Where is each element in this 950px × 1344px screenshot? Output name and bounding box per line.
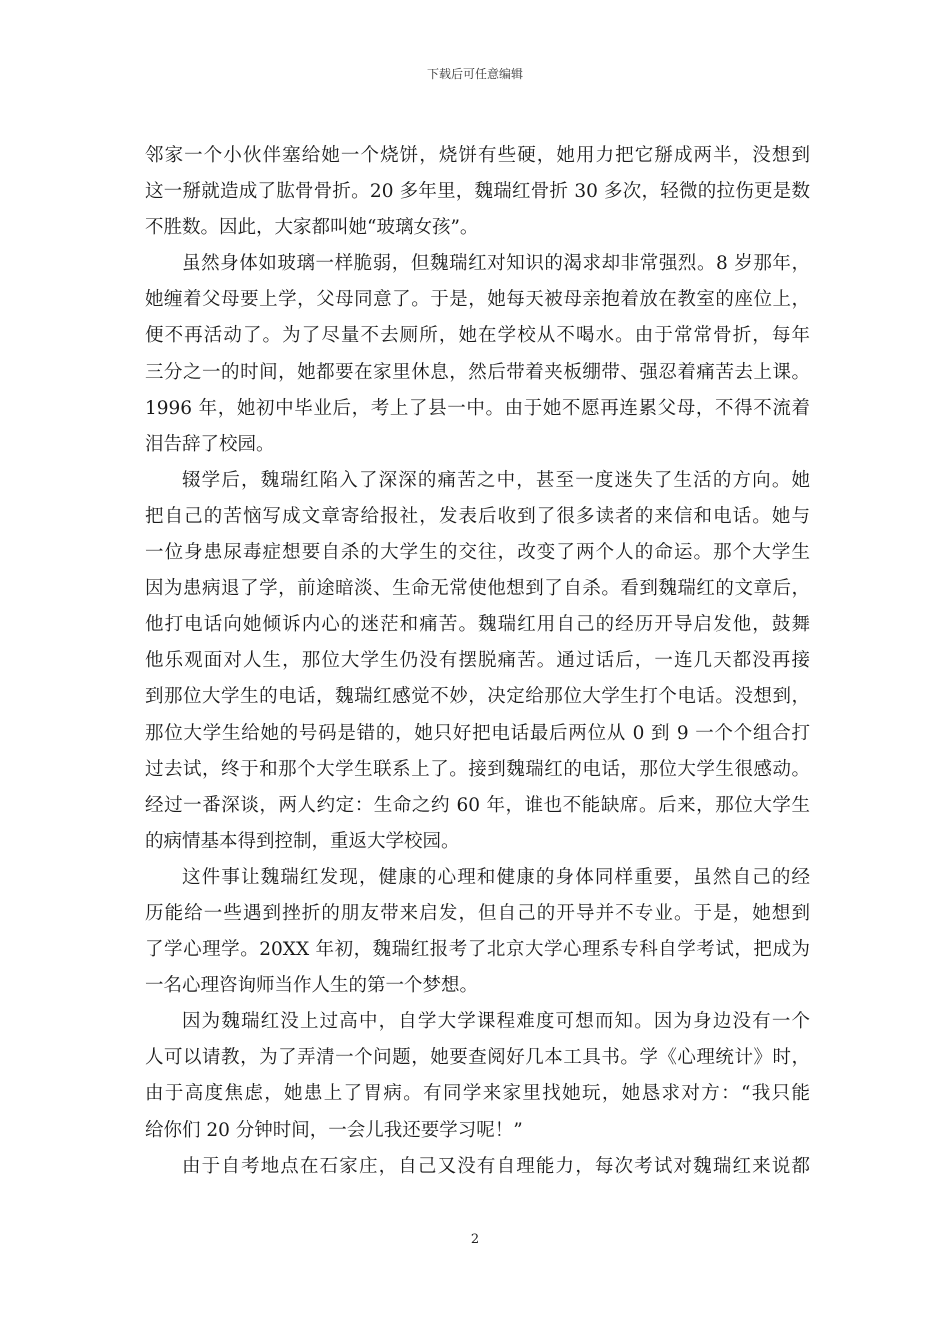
paragraph-line: 邻家一个小伙伴塞给她一个烧饼，烧饼有些硬，她用力把它掰成两半，没想到 xyxy=(145,145,810,166)
paragraph-line: 这一掰就造成了肱骨骨折。20 多年里，魏瑞红骨折 30 多次，轻微的拉伤更是数 xyxy=(145,181,810,203)
paragraph-line: 了学心理学。20XX 年初，魏瑞红报考了北京大学心理系专科自学考试，把成为 xyxy=(145,939,810,961)
paragraph-line: 不胜数。因此，大家都叫她“玻璃女孩”。 xyxy=(145,217,479,239)
paragraph-line: 泪告辞了校园。 xyxy=(145,433,275,455)
paragraph xyxy=(145,138,810,246)
paragraph xyxy=(145,860,810,1004)
paragraph-line: 一名心理咨询师当作人生的第一个梦想。 xyxy=(145,975,479,997)
paragraph-line: 历能给一些遇到挫折的朋友带来启发，但自己的开导并不专业。于是，她想到 xyxy=(145,902,810,924)
paragraph-line: 三分之一的时间，她都要在家里休息，然后带着夹板绷带、强忍着痛苦去上课。 xyxy=(145,361,810,383)
paragraph xyxy=(145,463,810,860)
paragraph xyxy=(145,1004,810,1148)
document-body xyxy=(145,138,810,1185)
page-header: 下载后可任意编辑 xyxy=(426,67,523,81)
paragraph-line: 因为患病退了学，前途暗淡、生命无常使他想到了自杀。看到魏瑞红的文章后， xyxy=(145,578,810,600)
paragraph-line: 的病情基本得到控制，重返大学校园。 xyxy=(145,830,460,852)
paragraph-line: 她缠着父母要上学，父母同意了。于是，她每天被母亲抱着放在教室的座位上， xyxy=(145,289,810,311)
paragraph-line: 由于高度焦虑，她患上了胃病。有同学来家里找她玩，她恳求对方：“我只能 xyxy=(145,1083,810,1105)
paragraph-line: 把自己的苦恼写成文章寄给报社，发表后收到了很多读者的来信和电话。她与 xyxy=(145,505,810,527)
paragraph-line: 到那位大学生的电话，魏瑞红感觉不妙，决定给那位大学生打个电话。没想到， xyxy=(145,686,810,708)
page-number: 2 xyxy=(470,1232,480,1247)
paragraph-line: 由于自考地点在石家庄，自己又没有自理能力，每次考试对魏瑞红来说都 xyxy=(182,1155,810,1177)
paragraph xyxy=(145,246,810,463)
paragraph-line: 过去试，终于和那个大学生联系上了。接到魏瑞红的电话，那位大学生很感动。 xyxy=(145,758,810,780)
paragraph-line: 辍学后，魏瑞红陷入了深深的痛苦之中，甚至一度迷失了生活的方向。她 xyxy=(182,469,810,491)
paragraph-line: 1996 年，她初中毕业后，考上了县一中。由于她不愿再连累父母，不得不流着 xyxy=(145,397,810,419)
paragraph-line: 人可以请教，为了弄清一个问题，她要查阅好几本工具书。学《心理统计》时， xyxy=(145,1047,810,1069)
paragraph-line: 虽然身体如玻璃一样脆弱，但魏瑞红对知识的渴求却非常强烈。8 岁那年， xyxy=(182,253,810,275)
paragraph-line: 给你们 20 分钟时间，一会儿我还要学习呢！” xyxy=(145,1119,523,1141)
paragraph-line: 因为魏瑞红没上过高中，自学大学课程难度可想而知。因为身边没有一个 xyxy=(182,1011,810,1033)
paragraph-line: 他乐观面对人生，那位大学生仍没有摆脱痛苦。通过话后，一连几天都没再接 xyxy=(145,650,810,672)
paragraph-line: 一位身患尿毒症想要自杀的大学生的交往，改变了两个人的命运。那个大学生 xyxy=(145,542,810,564)
paragraph-line: 这件事让魏瑞红发现，健康的心理和健康的身体同样重要，虽然自己的经 xyxy=(182,866,810,888)
paragraph-line: 那位大学生给她的号码是错的，她只好把电话最后两位从 0 到 9 一个个组合打 xyxy=(145,722,810,744)
paragraph-line: 他打电话向她倾诉内心的迷茫和痛苦。魏瑞红用自己的经历开导启发他，鼓舞 xyxy=(145,614,810,636)
paragraph-line: 便不再活动了。为了尽量不去厕所，她在学校从不喝水。由于常常骨折，每年 xyxy=(145,325,810,347)
paragraph-line: 经过一番深谈，两人约定：生命之约 60 年，谁也不能缺席。后来，那位大学生 xyxy=(145,794,810,816)
paragraph xyxy=(145,1149,810,1185)
